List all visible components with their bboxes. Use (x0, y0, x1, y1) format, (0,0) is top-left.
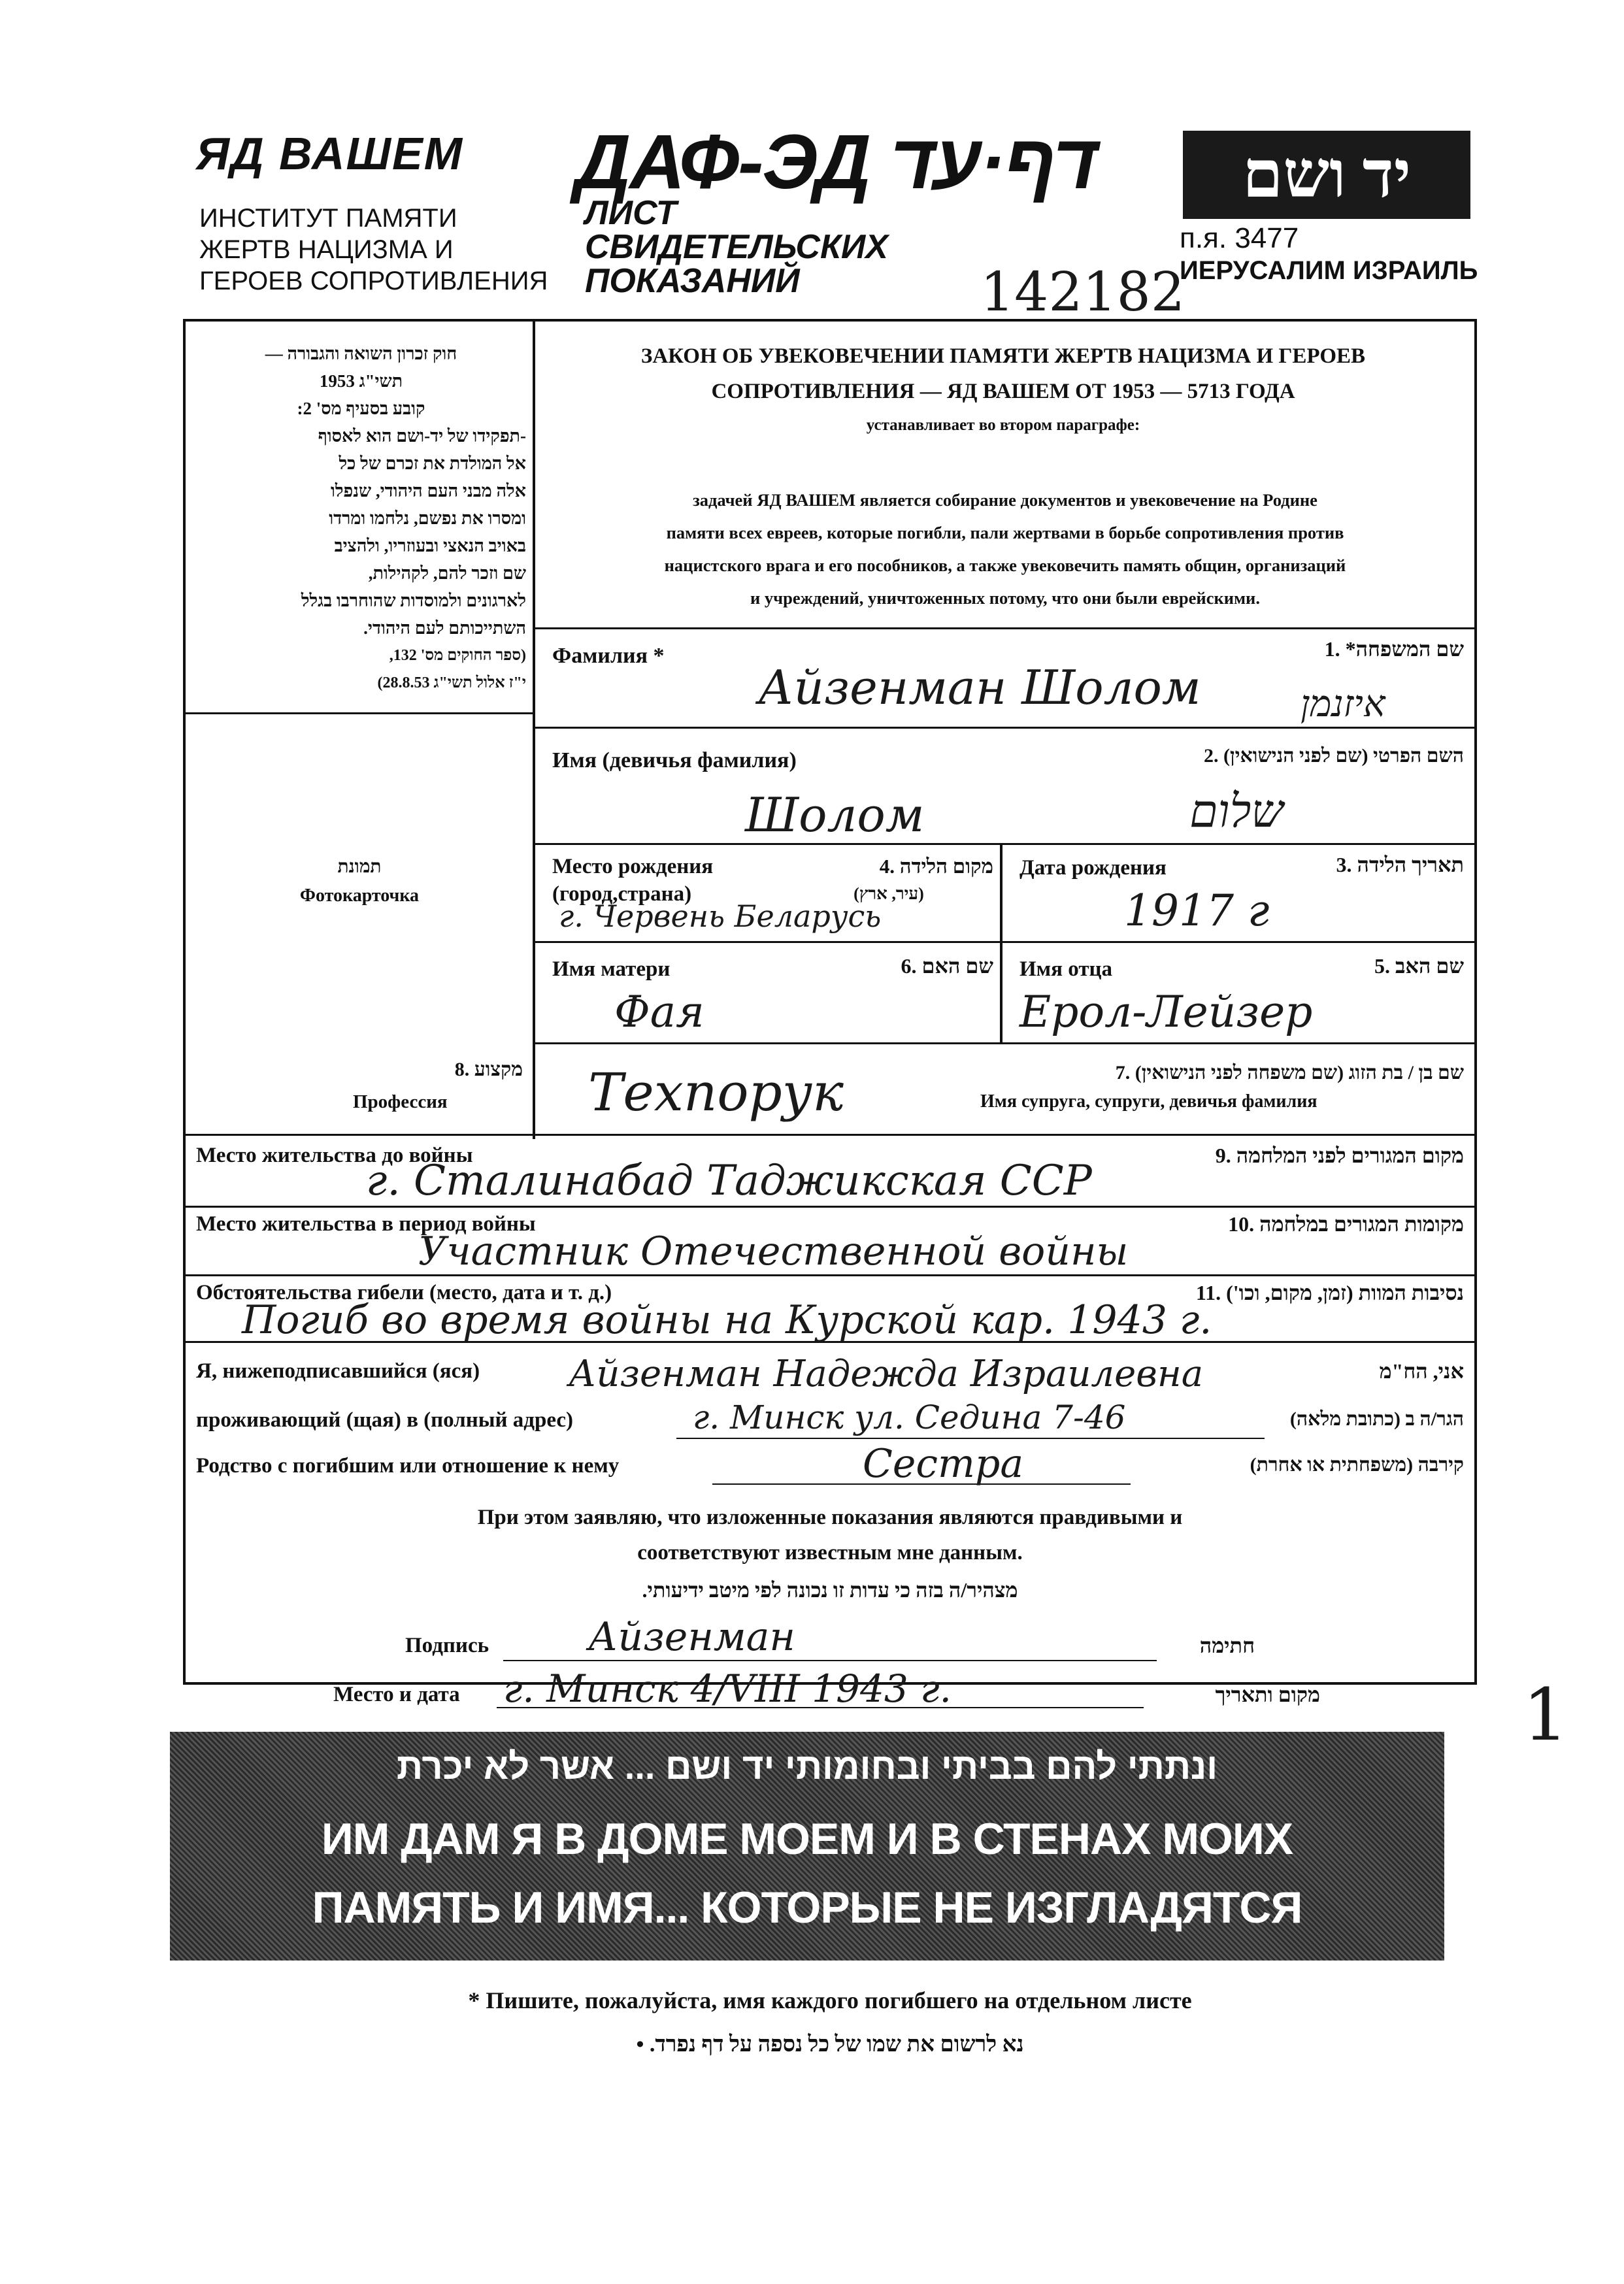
field-profession-value: Техпорук (588, 1062, 844, 1123)
footer-ru: * Пишите, пожалуйста, имя каждого погибшего на отдельном листе (468, 1987, 1192, 2013)
law-he-line: -תפקידו של יד-ושם הוא לאסוף (318, 426, 526, 446)
field-mother-label: Имя матери (552, 957, 671, 981)
field-birthplace-value: г. Червень Беларусь (559, 899, 882, 934)
law-russian-body (548, 484, 1463, 614)
field-surname-label-he: שם המשפחה* .1 (1324, 637, 1464, 661)
field-wartime-residence-value: Участник Отечественной войны (418, 1229, 1129, 1274)
banner-line-3: ПАМЯТЬ И ИМЯ... КОТОРЫЕ НЕ ИЗГЛАДЯТСЯ (312, 1883, 1302, 1932)
doc-number: 142182 (980, 261, 1185, 323)
place-date-value: г. Минск 4/VIII 1943 г. (503, 1666, 952, 1711)
law-russian-title (542, 339, 1464, 442)
field-mother-label-he: שם האם .6 (901, 954, 993, 978)
form-subtitle (585, 196, 888, 298)
subtitle-line-1: ЛИСТ (585, 194, 677, 232)
footer-he: נא לרשום את שמו של כל נספה על דף נפרד. • (636, 2032, 1024, 2057)
left-column-divider (533, 319, 535, 1139)
field-profession-label-he: מקצוע .8 (454, 1059, 523, 1080)
relation-label-he: קירבה (משפחתית או אחרת) (1250, 1454, 1464, 1476)
institute-name (199, 203, 548, 297)
banner-line-1: ונתתי להם בביתי ובחומותי יד ושם ... אשר לא יכרת (396, 1746, 1218, 1787)
declaration-ru-line-2: соответствуют известным мне данным. (637, 1541, 1023, 1564)
form-title: ДАФ-ЭД דף·עד (575, 119, 1097, 205)
field-circumstances-value: Погиб во время войны на Курской кар. 1943 г. (242, 1297, 1212, 1343)
field-birthplace-he-2: (עיר, ארץ) (853, 884, 924, 903)
relation-value: Сестра (863, 1441, 1024, 1487)
city: ИЕРУСАЛИМ ИЗРАИЛЬ (1180, 256, 1478, 285)
quote-banner (170, 1732, 1444, 1961)
signer-value: Айзенман Надежда Израилевна (569, 1353, 1204, 1395)
law-he-line: (ספר החוקים מס' 132, (389, 647, 526, 664)
address-line (676, 1438, 1265, 1439)
law-ru-body-line: памяти всех евреев, которые погибли, пали жертвами в борьбе сопротивления против (666, 523, 1344, 542)
place-date-label-he: מקום ותאריך (1215, 1683, 1320, 1706)
field-spouse-label: Имя супруга, супруги, девичья фамилия (980, 1091, 1317, 1112)
law-he-line: אל המולדת את זכרם של כל (339, 454, 526, 473)
field-birthplace-he-1: מקום הלידה .4 (879, 855, 993, 878)
field-father-label: Имя отца (1019, 957, 1113, 981)
declaration-ru (196, 1500, 1464, 1570)
law-he-line: תשי"ג 1953 (319, 371, 403, 391)
photo-box (190, 853, 529, 910)
declaration-he: מצהיר/ה בזה כי עדות זו נכונה לפי מיטב ידיעותי. (642, 1578, 1018, 1602)
relation-label: Родство с погибшим или отношение к нему (196, 1454, 620, 1478)
field-birthplace-label-1: Место рождения (552, 855, 714, 878)
field-circumstances-label-he: נסיבות המוות (זמן, מקום, וכו') .11 (1195, 1281, 1464, 1304)
law-hebrew (196, 340, 526, 697)
field-firstname-label-he: השם הפרטי (שם לפני הנישואין) .2 (1204, 745, 1464, 767)
declaration-ru-line-1: При этом заявляю, что изложенные показания являются правдивыми и (477, 1506, 1183, 1529)
field-surname-label: Фамилия * (552, 644, 665, 668)
field-birthdate-label-he: תאריך הלידה .3 (1336, 853, 1464, 876)
sign-label: Подпись (405, 1634, 489, 1657)
law-ru-body-line: и учреждений, уничтоженных потому, что они были еврейскими. (750, 588, 1260, 608)
law-he-line: חוק זכרון השואה והגבורה — (265, 344, 457, 363)
field-wartime-residence-label-he: מקומות המגורים במלחמה .10 (1228, 1212, 1464, 1236)
place-date-label: Место и дата (333, 1683, 460, 1706)
row-rule (533, 1042, 1477, 1044)
row-rule (183, 1134, 1477, 1136)
law-he-line: ומסרו את נפשם, נלחמו ומרדו (329, 508, 526, 528)
sign-label-he: חתימה (1199, 1634, 1255, 1657)
field-birthplace-label-2: (город,страна) (552, 882, 692, 906)
field-surname-value: Айзенман Шолом (758, 660, 1201, 715)
row-rule (183, 1206, 1477, 1208)
field-birthdate-value: 1917 г (1124, 885, 1270, 936)
field-prewar-residence-label-he: מקום המגורים לפני המלחמה .9 (1215, 1144, 1464, 1167)
field-mother-value: Фая (614, 987, 704, 1037)
address-value: г. Минск ул. Седина 7-46 (693, 1399, 1126, 1436)
field-profession-label: Профессия (353, 1091, 448, 1112)
banner-line-2: ИМ ДАМ Я В ДОМЕ МОЕМ И В СТЕНАХ МОИХ (321, 1814, 1293, 1864)
sign-value: Айзенман (588, 1614, 795, 1660)
logo-hebrew (1183, 131, 1470, 219)
law-he-line: שם וזכר להם, לקהילות, (368, 563, 526, 583)
org-name: ЯД ВАШЕМ (196, 128, 463, 179)
law-he-line: קובע בסעיף מס' 2: (297, 399, 425, 418)
institute-line-1: ИНСТИТУТ ПАМЯТИ (199, 204, 457, 233)
row-rule (533, 843, 1477, 845)
photo-label-ru: Фотокарточка (299, 885, 420, 906)
row-rule (533, 627, 1477, 629)
logo-hebrew-text: יד ושם (1242, 139, 1412, 211)
law-ru-body-line: нацистского врага и его пособников, а также увековечить память общин, организаций (664, 555, 1346, 575)
law-he-line: באויב הנאצי ובעוזריו, ולהציב (334, 536, 526, 555)
signer-label: Я, нижеподписавшийся (яся) (196, 1359, 480, 1383)
field-wartime-residence-label: Место жительства в период войны (196, 1212, 536, 1236)
law-he-line: השתייכותם לעם היהודי. (363, 618, 526, 638)
law-he-line: י"ז אלול תשי"ג 28.8.53) (377, 674, 526, 691)
po-box: п.я. 3477 (1180, 222, 1299, 254)
field-surname-value-he: איזנמן (1301, 683, 1385, 725)
field-father-value: Ерол-Лейзер (1019, 987, 1313, 1037)
photo-label-he: תמונת (337, 857, 382, 877)
field-birthdate-label: Дата рождения (1019, 856, 1167, 880)
law-ru-title-1: ЗАКОН ОБ УВЕКОВЕЧЕНИИ ПАМЯТИ ЖЕРТВ НАЦИЗМА И ГЕРОЕВ (640, 344, 1366, 368)
institute-line-2: ЖЕРТВ НАЦИЗМА И (199, 235, 454, 264)
sign-line (503, 1660, 1157, 1661)
row-rule (533, 727, 1477, 729)
address-label-he: הגר/ה ב (כתובת מלאה) (1289, 1408, 1464, 1430)
law-ru-title-2: СОПРОТИВЛЕНИЯ — ЯД ВАШЕМ ОТ 1953 — 5713 ГОДА (711, 380, 1295, 403)
field-spouse-label-he: שם בן / בת הזוג (שם משפחה לפני הנישואין) .7 (1115, 1062, 1464, 1084)
institute-line-3: ГЕРОЕВ СОПРОТИВЛЕНИЯ (199, 267, 548, 295)
column-divider (1000, 843, 1003, 1042)
left-column-rule (183, 712, 535, 714)
field-prewar-residence-value: г. Сталинабад Таджикская ССР (366, 1157, 1092, 1205)
law-ru-subtitle: устанавливает во втором параграфе: (866, 416, 1140, 434)
field-firstname-value-he: שלום (1189, 784, 1284, 838)
column-divider (533, 1042, 535, 1134)
margin-mark: 1 (1523, 1673, 1568, 1757)
address-label: проживающий (щая) в (полный адрес) (196, 1408, 574, 1432)
row-rule (533, 941, 1477, 943)
field-prewar-residence-label: Место жительства до войны (196, 1144, 473, 1167)
field-father-label-he: שם האב .5 (1374, 954, 1464, 978)
row-rule (183, 1274, 1477, 1276)
subtitle-line-3: ПОКАЗАНИЙ (585, 262, 800, 300)
field-firstname-value: Шолом (745, 787, 925, 842)
law-he-line: אלה מבני העם היהודי, שנפלו (330, 481, 526, 501)
law-ru-body-line: задачей ЯД ВАШЕМ является собирание документов и увековечение на Родине (693, 490, 1317, 510)
field-circumstances-label: Обстоятельства гибели (место, дата и т. д.) (196, 1281, 612, 1304)
law-he-line: לארגונים ולמוסדות שהוחרבו בגלל (301, 591, 526, 610)
signer-label-he: אני, הח"מ (1379, 1359, 1464, 1383)
field-firstname-label: Имя (девичья фамилия) (552, 748, 797, 772)
subtitle-line-2: СВИДЕТЕЛЬСКИХ (585, 228, 888, 266)
